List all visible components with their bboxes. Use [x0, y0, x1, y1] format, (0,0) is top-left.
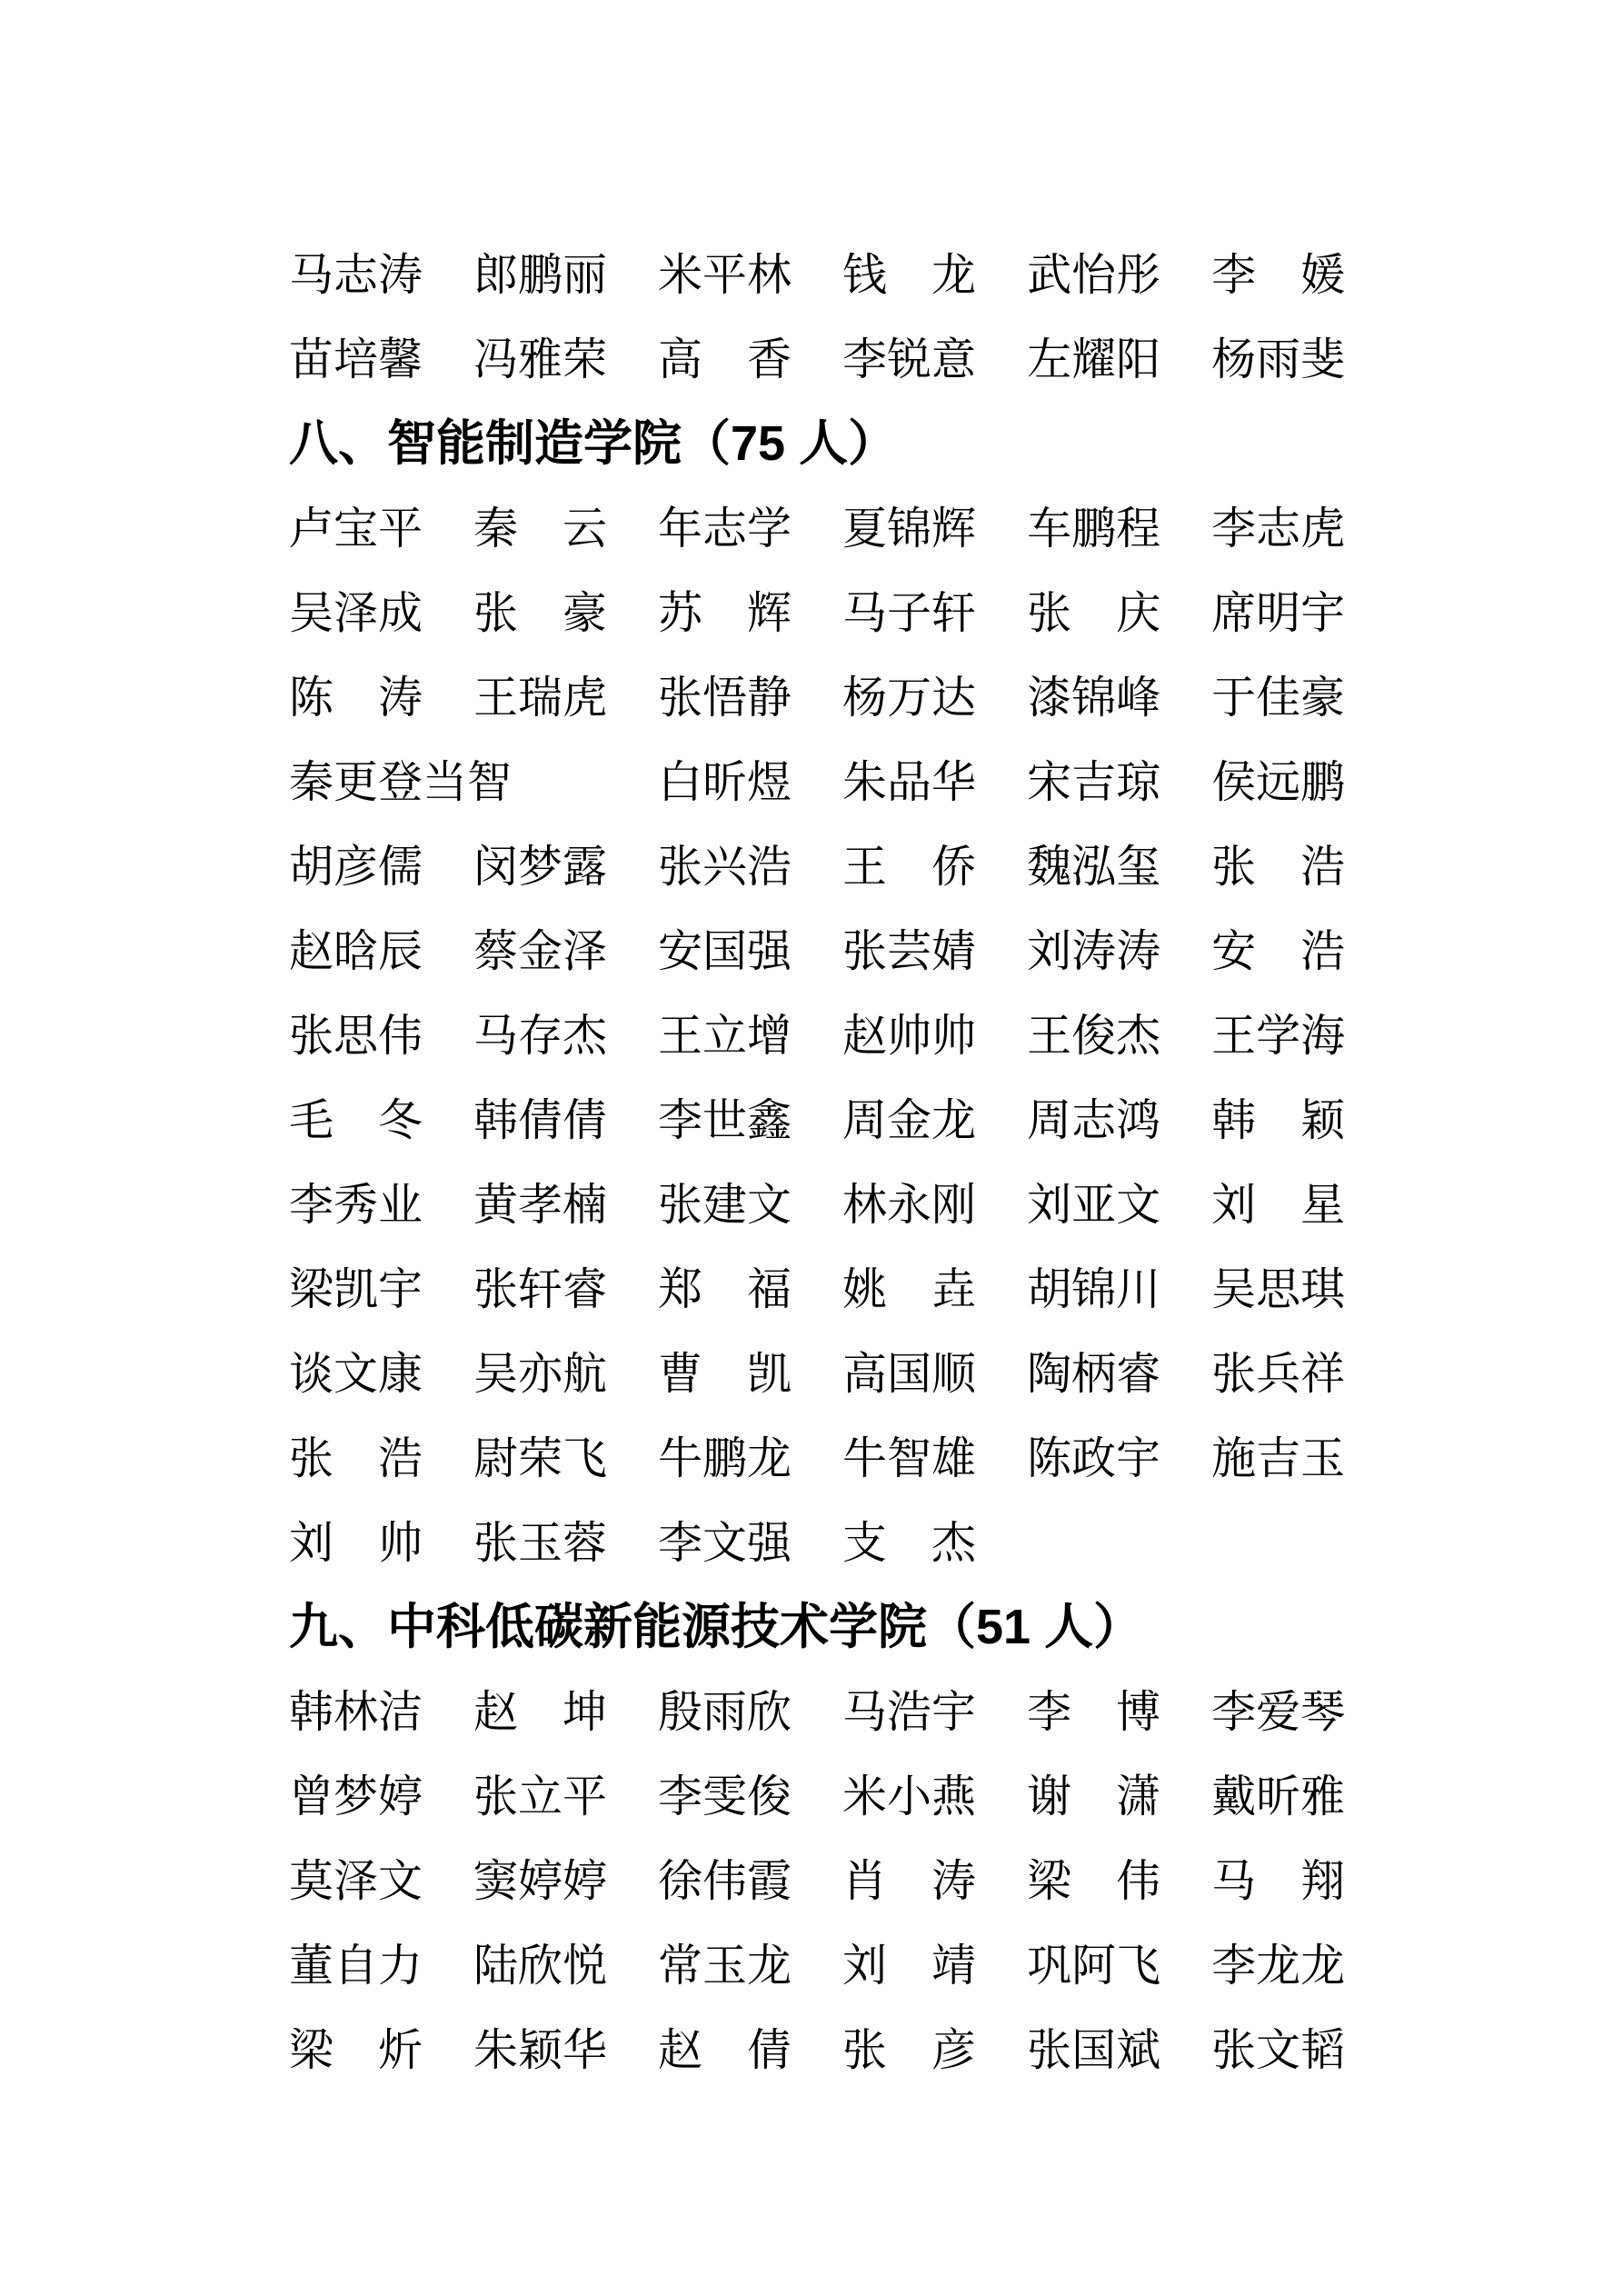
- student-name: 胡彦儒: [289, 842, 423, 892]
- student-name: 王瑞虎: [473, 673, 608, 723]
- student-name: 席明宇: [1211, 588, 1346, 638]
- document-content: [289, 233, 1346, 2092]
- student-name: 冯雅荣: [473, 334, 608, 384]
- student-name: 安 浩: [1211, 926, 1346, 976]
- student-name: 马志涛: [289, 250, 423, 300]
- student-name: 莫泽文: [289, 1856, 423, 1906]
- student-name: 殷雨欣: [658, 1687, 792, 1737]
- student-name: 李 媛: [1211, 250, 1346, 300]
- student-name: 徐伟霞: [658, 1856, 792, 1906]
- student-name: 支 杰: [842, 1518, 977, 1568]
- student-name: 武怡彤: [1027, 250, 1161, 300]
- name-list-section-8: [289, 486, 1346, 1585]
- student-name: 杨雨斐: [1211, 334, 1346, 384]
- student-name: 戴昕雅: [1211, 1772, 1346, 1822]
- student-name: 张立平: [473, 1772, 608, 1822]
- student-name: 米平林: [658, 250, 792, 300]
- student-name: 秦更登当智: [289, 757, 513, 807]
- student-name: 苗培馨: [289, 334, 423, 384]
- student-name: 李锐意: [842, 334, 977, 384]
- student-name: 张国斌: [1027, 2025, 1161, 2075]
- student-name: 谈文康: [289, 1349, 423, 1399]
- student-name: 陆欣悦: [473, 1941, 608, 1991]
- student-name: 马子轩: [842, 588, 977, 638]
- student-name: 张 庆: [1027, 588, 1161, 638]
- student-name: 左耀阳: [1027, 334, 1161, 384]
- student-name: 胡锦川: [1027, 1264, 1161, 1314]
- student-name: 王俊杰: [1027, 1011, 1161, 1061]
- student-name: 刘涛涛: [1027, 926, 1161, 976]
- student-name: 曹 凯: [658, 1349, 792, 1399]
- student-name: 施吉玉: [1211, 1433, 1346, 1483]
- student-name: 吴亦航: [473, 1349, 608, 1399]
- student-name: 蔡金泽: [473, 926, 608, 976]
- student-name: 王 侨: [842, 842, 977, 892]
- student-name: 李 博: [1027, 1687, 1161, 1737]
- student-name: 李文强: [658, 1518, 792, 1568]
- student-name: 吴泽成: [289, 588, 423, 638]
- student-name: 窦婷婷: [473, 1856, 608, 1906]
- student-name: 朱颖华: [473, 2025, 608, 2075]
- student-name: 姚 垚: [842, 1264, 977, 1314]
- student-name: 年志学: [658, 504, 792, 554]
- student-name: 韩林洁: [289, 1687, 423, 1737]
- student-name: 王立增: [658, 1011, 792, 1061]
- student-name: 吴思琪: [1211, 1264, 1346, 1314]
- student-name: 漆锦峰: [1027, 673, 1161, 723]
- student-name: 王学海: [1211, 1011, 1346, 1061]
- student-name: 陈 涛: [289, 673, 423, 723]
- student-name: 韩 颖: [1211, 1095, 1346, 1145]
- student-name: 李志虎: [1211, 504, 1346, 554]
- student-name: 张 浩: [289, 1433, 423, 1483]
- student-name: 韩倩倩: [473, 1095, 608, 1145]
- section-heading-9: 九、中科低碳新能源技术学院（51 人）: [289, 1600, 1143, 1654]
- student-name: 李世鑫: [658, 1095, 792, 1145]
- student-name: 陶柄睿: [1027, 1349, 1161, 1399]
- student-name: 赵 坤: [473, 1687, 608, 1737]
- student-name: 张 彦: [842, 2025, 977, 2075]
- student-name: 于佳豪: [1211, 673, 1346, 723]
- student-name: 侯远鹏: [1211, 757, 1346, 807]
- student-name: 刘 靖: [842, 1941, 977, 1991]
- student-name: 赵帅帅: [842, 1011, 977, 1061]
- student-name: 车鹏程: [1027, 504, 1161, 554]
- student-name: 张芸婧: [842, 926, 977, 976]
- student-name: 张轩睿: [473, 1264, 608, 1314]
- student-name: 毛 冬: [289, 1095, 423, 1145]
- student-name: 刘 帅: [289, 1518, 423, 1568]
- student-name: 曾梦婷: [289, 1772, 423, 1822]
- name-list-section-9: [289, 1670, 1346, 2092]
- student-name: 林永刚: [842, 1180, 977, 1230]
- student-name: 马 翔: [1211, 1856, 1346, 1906]
- student-name: 李秀业: [289, 1180, 423, 1230]
- student-name: 张思伟: [289, 1011, 423, 1061]
- student-name: 朱品华: [842, 757, 977, 807]
- student-name: 张玉蓉: [473, 1518, 608, 1568]
- student-name: 郑 福: [658, 1264, 792, 1314]
- student-name: 李雯俊: [658, 1772, 792, 1822]
- student-name: 常玉龙: [658, 1941, 792, 1991]
- student-name: 魏泓玺: [1027, 842, 1161, 892]
- student-name: 董自力: [289, 1941, 423, 1991]
- student-name: 安国强: [658, 926, 792, 976]
- student-name: 米小燕: [842, 1772, 977, 1822]
- student-name: 钱 龙: [842, 250, 977, 300]
- student-name: 陈政宇: [1027, 1433, 1161, 1483]
- student-name: 杨万达: [842, 673, 977, 723]
- student-name: 郎鹏丽: [473, 250, 608, 300]
- student-name: 牛智雄: [842, 1433, 977, 1483]
- student-name: 尉荣飞: [473, 1433, 608, 1483]
- student-name: 卢宝平: [289, 504, 423, 554]
- student-name: 张建文: [658, 1180, 792, 1230]
- student-name: 夏锦辉: [842, 504, 977, 554]
- student-name: 牛鹏龙: [658, 1433, 792, 1483]
- student-name: 张悟静: [658, 673, 792, 723]
- student-name: 苏 辉: [658, 588, 792, 638]
- student-name: 肖 涛: [842, 1856, 977, 1906]
- student-name: 刘亚文: [1027, 1180, 1161, 1230]
- student-name: 周志鸿: [1027, 1095, 1161, 1145]
- student-name: 马存杰: [473, 1011, 608, 1061]
- student-name: 周金龙: [842, 1095, 977, 1145]
- student-name: 赵晗辰: [289, 926, 423, 976]
- student-name: 马浩宇: [842, 1687, 977, 1737]
- student-name: 梁凯宇: [289, 1264, 423, 1314]
- student-name: 张 浩: [1211, 842, 1346, 892]
- student-name: 梁 伟: [1027, 1856, 1161, 1906]
- student-name: 刘 星: [1211, 1180, 1346, 1230]
- student-name: 谢 潇: [1027, 1772, 1161, 1822]
- student-name: 高国顺: [842, 1349, 977, 1399]
- student-name: 白昕煜: [658, 757, 792, 807]
- student-name: 黄孝楠: [473, 1180, 608, 1230]
- student-name: 赵 倩: [658, 2025, 792, 2075]
- student-name: 巩阿飞: [1027, 1941, 1161, 1991]
- student-name: 梁 炘: [289, 2025, 423, 2075]
- student-name: 张兵祥: [1211, 1349, 1346, 1399]
- student-name: 秦 云: [473, 504, 608, 554]
- student-name: 李龙龙: [1211, 1941, 1346, 1991]
- name-list-continued: [289, 233, 1346, 402]
- section-heading-8: 八、智能制造学院（75 人）: [289, 416, 898, 471]
- student-name: 李爱琴: [1211, 1687, 1346, 1737]
- student-name: 张兴浩: [658, 842, 792, 892]
- student-name: 宋吉琼: [1027, 757, 1161, 807]
- student-name: 张文韬: [1211, 2025, 1346, 2075]
- student-name: 高 香: [658, 334, 792, 384]
- student-name: 张 豪: [473, 588, 608, 638]
- student-name: 闵梦露: [473, 842, 608, 892]
